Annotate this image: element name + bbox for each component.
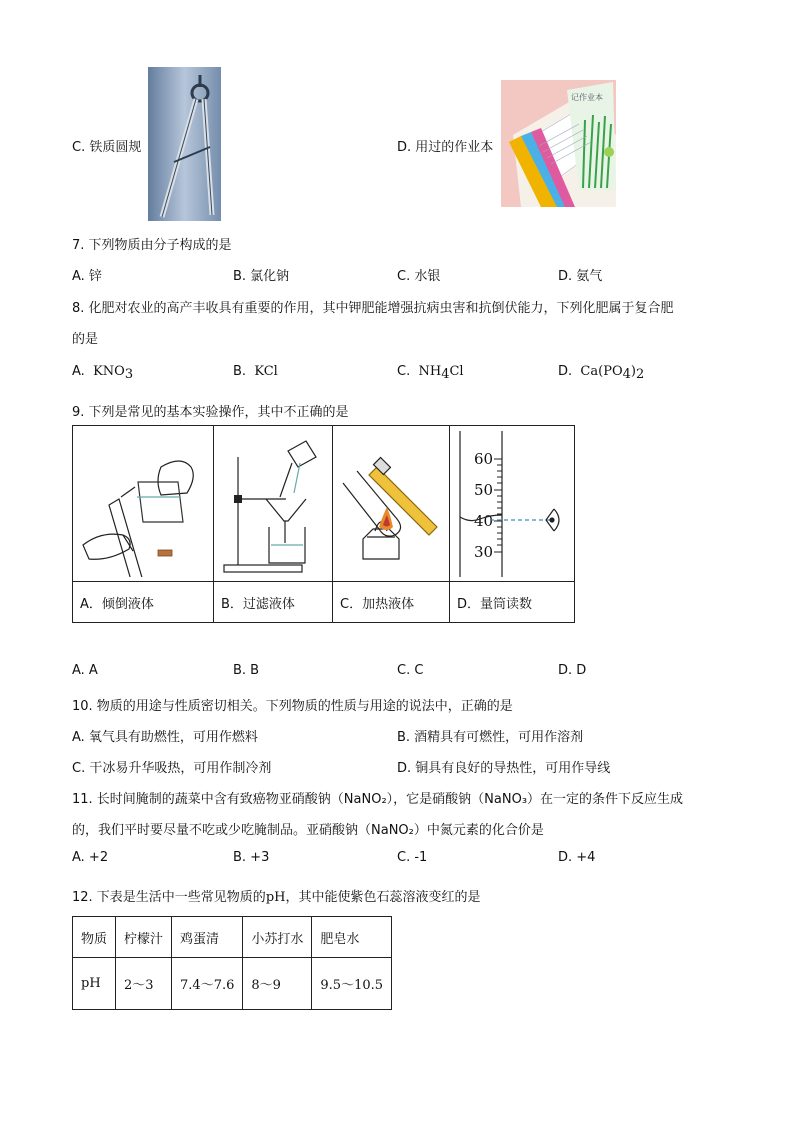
q8-option-d: D. $Ca(PO_4)_2$: [558, 364, 645, 382]
ph-header-cell: 肥皂水: [312, 917, 392, 958]
ph-header-cell: 小苏打水: [243, 917, 312, 958]
q8-option-c: C. $NH_4Cl$: [397, 364, 464, 382]
cylinder-tick-40: 40: [474, 511, 494, 530]
ph-table: [72, 916, 392, 1010]
q12-stem: 12. 下表是生活中一些常见物质的pH，其中能使紫色石蕊溶液变红的是: [72, 890, 481, 905]
q10-option-d: D. 铜具有良好的导热性，可用作导线: [397, 761, 611, 776]
q9-option-d: D. D: [558, 663, 587, 678]
q11-stem-line1: 11. 长时间腌制的蔬菜中含有致癌物亚硝酸钠（NaNO₂），它是硝酸钠（NaNO₃）在一定的条件下反应生成: [72, 792, 684, 807]
q7-option-d: D. 氨气: [558, 269, 603, 284]
q9-option-a: A. A: [72, 663, 98, 678]
q11-option-c: C. -1: [397, 850, 428, 865]
q11-stem-line2: 的，我们平时要尽量不吃或少吃腌制品。亚硝酸钠（NaNO₂）中氮元素的化合价是: [72, 823, 544, 838]
q7-stem: 7. 下列物质由分子构成的是: [72, 238, 232, 253]
cylinder-tick-50: 50: [474, 480, 494, 499]
q10-option-b: B. 酒精具有可燃性，可用作溶剂: [397, 730, 584, 745]
q9-label-d: D．量筒读数: [450, 582, 575, 623]
cylinder-reading-illustration: [450, 426, 575, 582]
ph-value-cell: pH: [73, 958, 116, 1010]
filter-liquid-illustration: [214, 426, 333, 582]
ph-value-cell: 7.4～7.6: [172, 958, 243, 1010]
q8-stem-line1: 8. 化肥对农业的高产丰收具有重要的作用，其中钾肥能增强抗病虫害和抗倒伏能力，下列化肥属于复合肥: [72, 301, 674, 316]
ph-header-cell: 鸡蛋清: [172, 917, 243, 958]
q10-stem: 10. 物质的用途与性质密切相关。下列物质的性质与用途的说法中，正确的是: [72, 699, 513, 714]
q9-stem: 9. 下列是常见的基本实验操作，其中不正确的是: [72, 405, 349, 420]
q7-option-b: B. 氯化钠: [233, 269, 290, 284]
ph-value-cell: 8～9: [243, 958, 312, 1010]
q11-option-d: D. +4: [558, 850, 596, 865]
q9-label-c: C．加热液体: [333, 582, 450, 623]
heat-liquid-illustration: [333, 426, 450, 582]
q11-option-b: B. +3: [233, 850, 270, 865]
q10-option-c: C. 干冰易升华吸热，可用作制冷剂: [72, 761, 272, 776]
q7-option-c: C. 水银: [397, 269, 441, 284]
notebook-cover-text: 记作业本: [571, 93, 603, 102]
pour-liquid-illustration: [73, 426, 214, 582]
ph-header-cell: 柠檬汁: [116, 917, 172, 958]
ph-table-value-row: [73, 958, 392, 1010]
q9-label-b: B．过滤液体: [214, 582, 333, 623]
q8-option-b: B. KCl: [233, 364, 278, 379]
q9-option-b: B. B: [233, 663, 260, 678]
q8-stem-line2: 的是: [72, 332, 99, 347]
ph-table-header-row: [73, 917, 392, 958]
cylinder-tick-30: 30: [474, 542, 494, 561]
q11-option-a: A. +2: [72, 850, 109, 865]
q8-option-a: A. $KNO_3$: [72, 364, 134, 382]
q6-option-d: D. 用过的作业本: [397, 140, 494, 155]
q9-option-c: C. C: [397, 663, 424, 678]
compass-image: [148, 67, 221, 221]
q7-option-a: A. 锌: [72, 269, 102, 284]
cylinder-tick-60: 60: [474, 449, 494, 468]
ph-header-cell: 物质: [73, 917, 116, 958]
notebook-image: [501, 80, 616, 207]
ph-value-cell: 2～3: [116, 958, 172, 1010]
q6-option-c: C. 铁质圆规: [72, 140, 142, 155]
q9-operations-table: [72, 425, 575, 623]
q9-label-a: A．倾倒液体: [73, 582, 214, 623]
ph-value-cell: 9.5～10.5: [312, 958, 392, 1010]
q10-option-a: A. 氧气具有助燃性，可用作燃料: [72, 730, 258, 745]
